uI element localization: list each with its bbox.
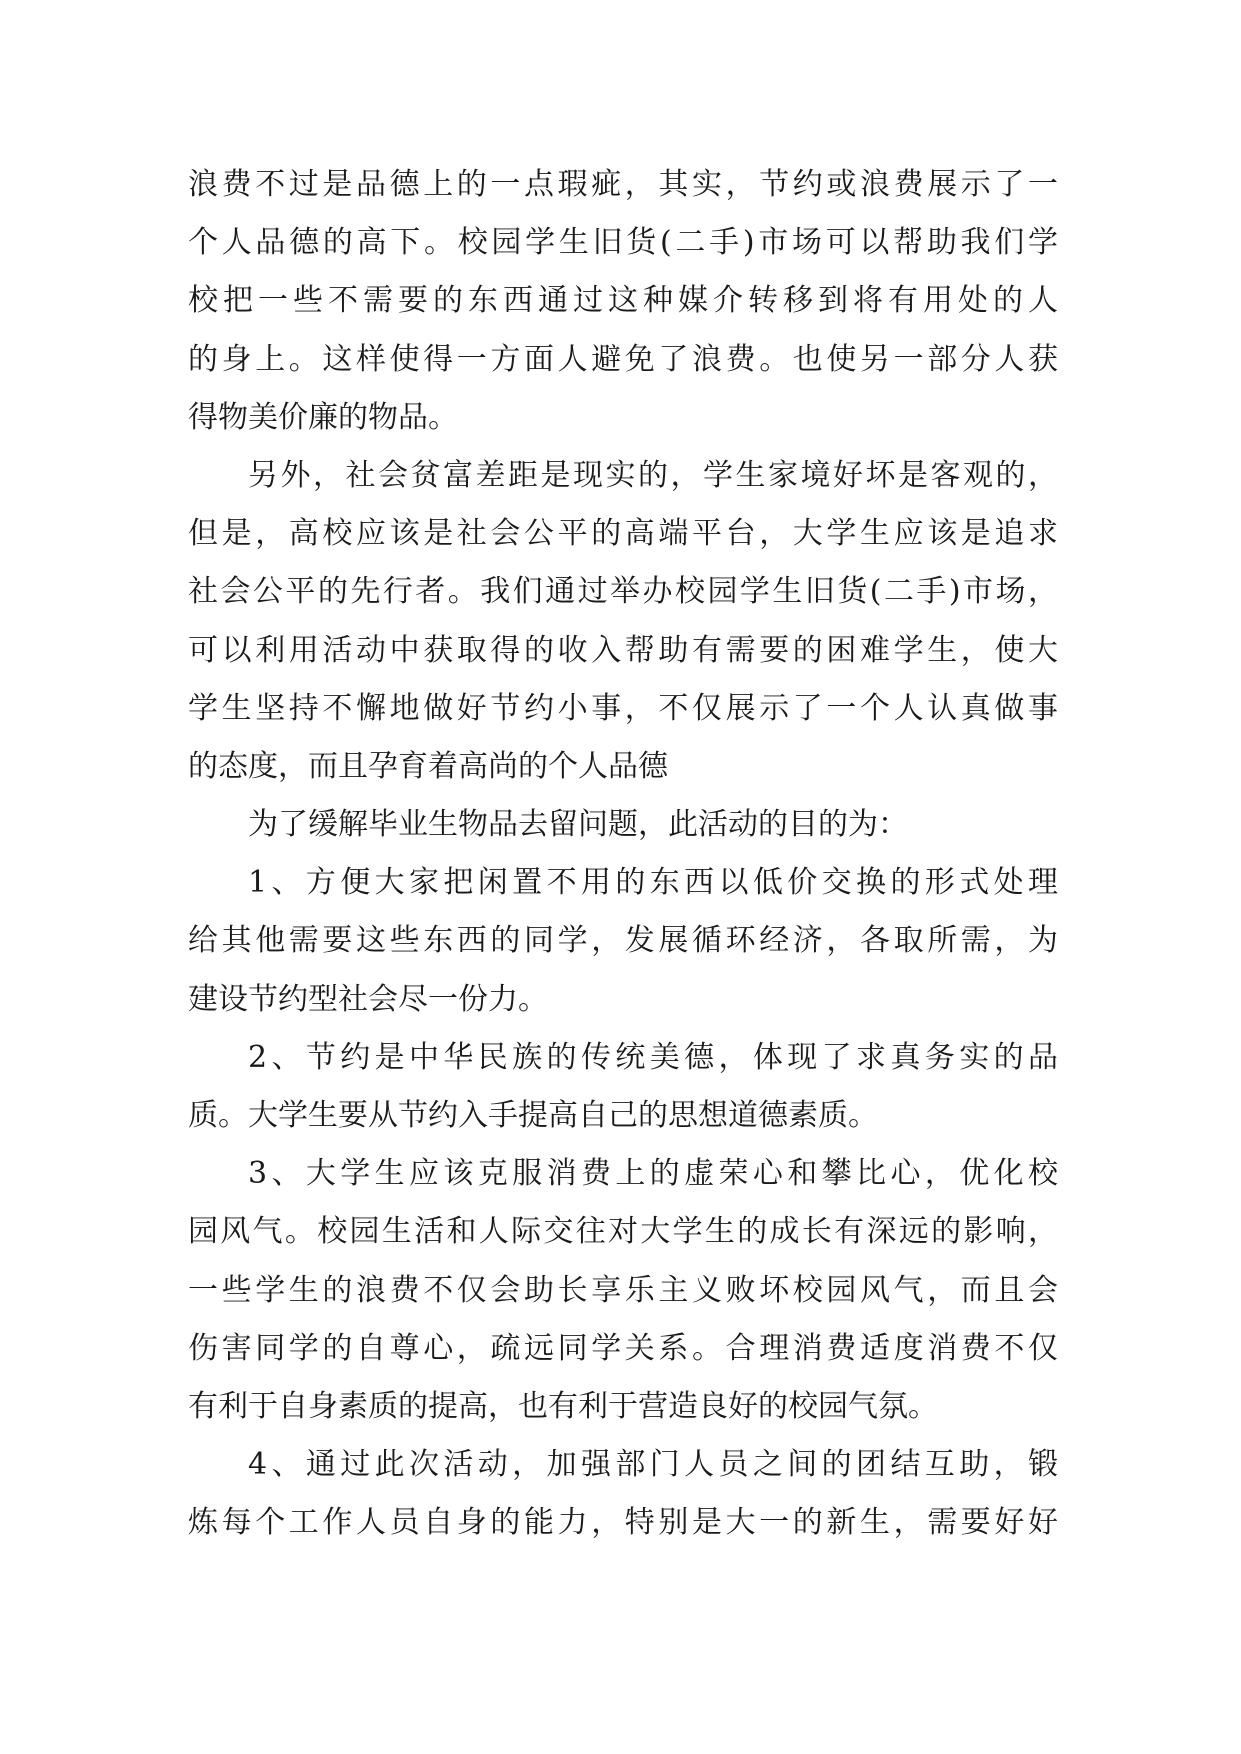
text-line: 得物美价廉的物品。 xyxy=(188,399,458,435)
text-line: 学生坚持不懈地做好节约小事，不仅展示了一个人认真做事 xyxy=(188,690,1058,726)
text-line: 但是，高校应该是社会公平的高端平台，大学生应该是追求 xyxy=(188,516,1058,552)
text-line: 可以利用活动中获取得的收入帮助有需要的困难学生，使大 xyxy=(188,632,1058,668)
text-line: 一些学生的浪费不仅会助长享乐主义败坏校园风气，而且会 xyxy=(188,1272,1058,1308)
text-line: 给其他需要这些东西的同学，发展循环经济，各取所需，为 xyxy=(188,923,1058,959)
list-item-1: 1、方便大家把闲置不用的东西以低价交换的形式处理 xyxy=(248,865,1058,901)
paragraph-first-line: 另外，社会贫富差距是现实的，学生家境好坏是客观的， xyxy=(248,457,1058,493)
text-line: 浪费不过是品德上的一点瑕疵，其实，节约或浪费展示了一 xyxy=(188,167,1058,202)
paragraph-first-line: 为了缓解毕业生物品去留问题，此活动的目的为： xyxy=(248,807,908,843)
text-line: 园风气。校园生活和人际交往对大学生的成长有深远的影响， xyxy=(188,1214,1058,1250)
text-line: 质。大学生要从节约入手提高自己的思想道德素质。 xyxy=(188,1098,878,1133)
text-line: 校把一些不需要的东西通过这种媒介转移到将有用处的人 xyxy=(188,283,1058,319)
text-line: 的态度，而且孕育着高尚的个人品德 xyxy=(188,748,668,784)
text-line: 有利于自身素质的提高，也有利于营造良好的校园气氛。 xyxy=(188,1388,938,1424)
text-line: 的身上。这样使得一方面人避免了浪费。也使另一部分人获 xyxy=(188,341,1058,377)
text-line: 社会公平的先行者。我们通过举办校园学生旧货(二手)市场， xyxy=(188,574,1058,610)
body-text xyxy=(188,156,1058,1553)
list-item-4: 4、通过此次活动，加强部门人员之间的团结互助，锻 xyxy=(248,1447,1058,1483)
text-line: 个人品德的高下。校园学生旧货(二手)市场可以帮助我们学 xyxy=(188,225,1058,261)
list-item-2: 2、节约是中华民族的传统美德，体现了求真务实的品 xyxy=(248,1039,1058,1075)
text-line: 伤害同学的自尊心，疏远同学关系。合理消费适度消费不仅 xyxy=(188,1330,1058,1366)
text-line: 炼每个工作人员自身的能力，特别是大一的新生，需要好好 xyxy=(188,1505,1058,1541)
list-item-3: 3、大学生应该克服消费上的虚荣心和攀比心，优化校 xyxy=(248,1156,1058,1192)
text-line: 建设节约型社会尽一份力。 xyxy=(188,981,548,1017)
